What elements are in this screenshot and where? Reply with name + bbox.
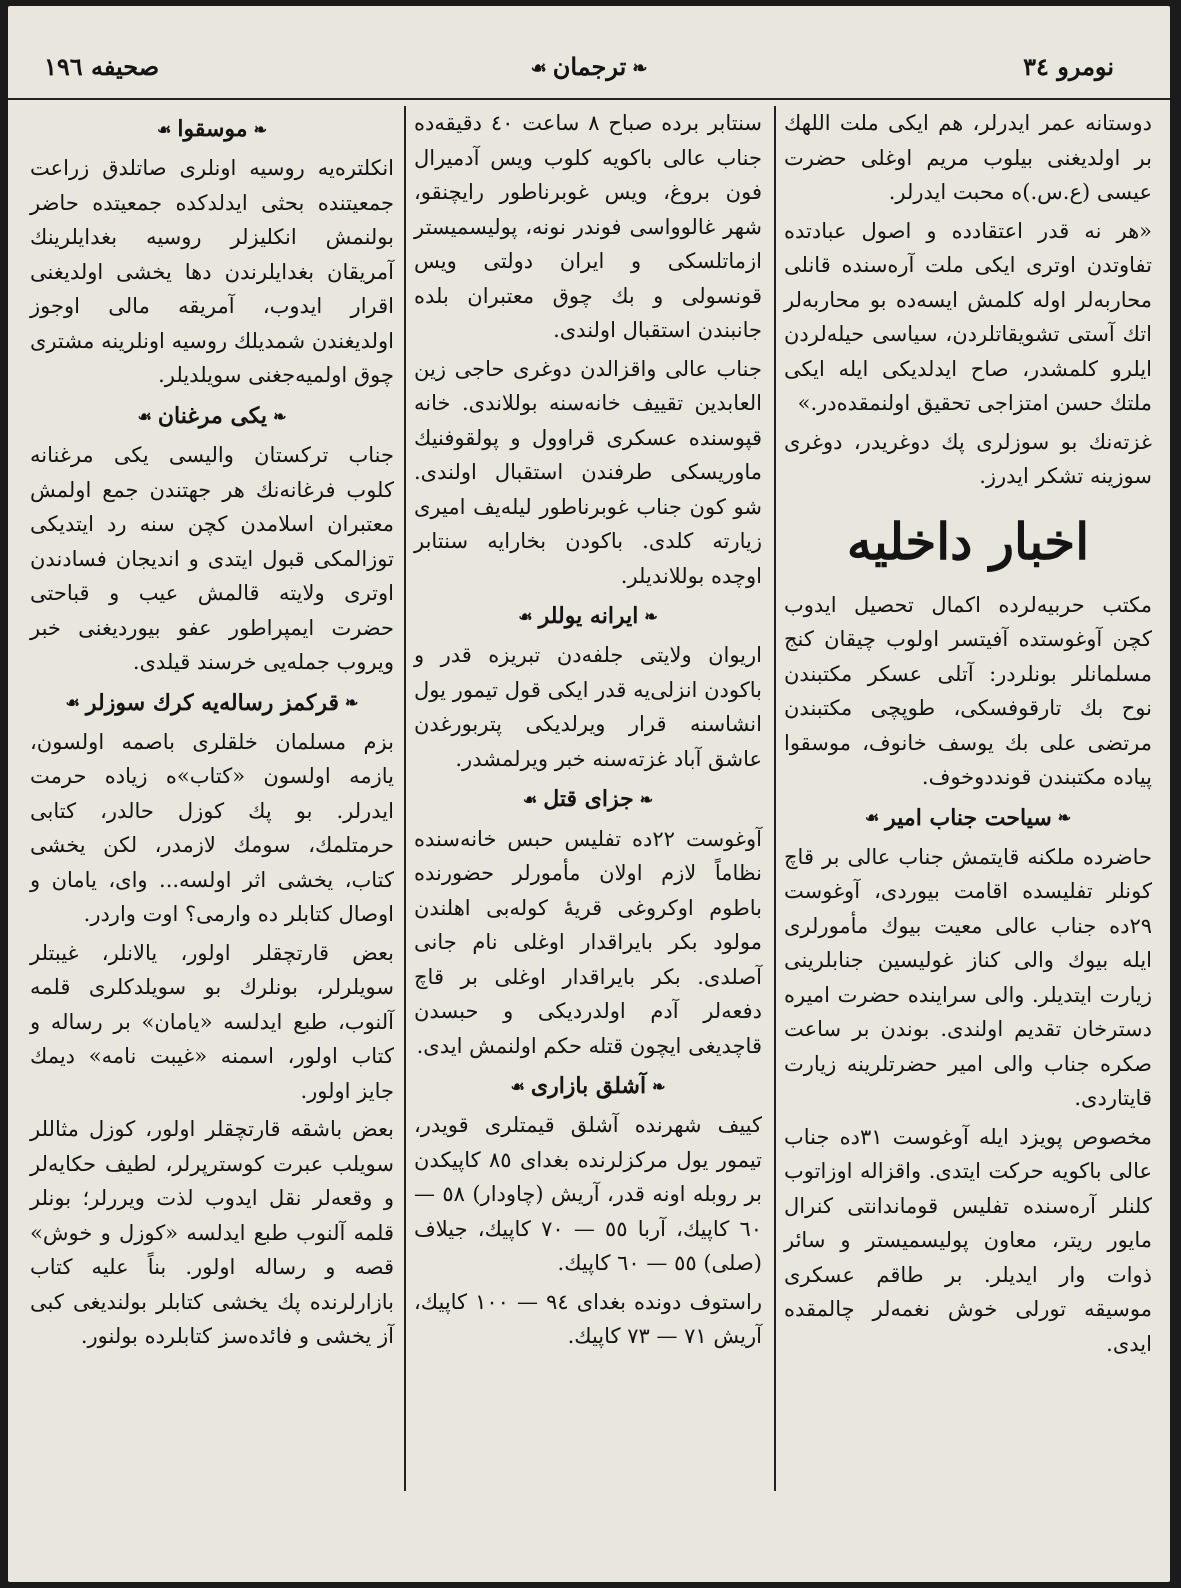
article-paragraph: جناب عالی واقزالدن دوغری حاجی زین العابدین تقییف خانه‌سنه بوللاندی. خانه قپوسنده عسكری قراوول و پولقوفنیك ماوریسكی طرفندن استقبال اولندی. شو كون جناب غوبرناطور لیله‌یف امیری زیارته كلدی. باكودن بخارایه سنتابر اوچده بوللاندیلر. bbox=[414, 356, 762, 588]
masthead bbox=[8, 46, 1170, 100]
ornament-icon: ❧ bbox=[644, 606, 658, 626]
ornament-icon: ☙ bbox=[510, 1076, 525, 1096]
article-paragraph: راستوف دونده بغدای ٩٤ — ١٠٠ كاپیك، آریش ٧١ — ٧٣ كاپیك. bbox=[414, 1289, 762, 1349]
ornament-icon: ☙ bbox=[522, 790, 538, 809]
column-right bbox=[774, 106, 1162, 1506]
ornament-icon: ❧ bbox=[639, 790, 654, 809]
section-heading bbox=[30, 686, 394, 721]
ornament-icon: ☙ bbox=[864, 808, 880, 828]
ornament-icon: ❧ bbox=[632, 58, 648, 79]
ornament-icon: ❧ bbox=[253, 119, 267, 139]
article-paragraph: جناب تركستان والیسی یكی مرغنانه كلوب فرغانه‌نك هر جهتندن جمع اولمش معتبران اسلامدن كچن سنه رد ایتدیكی توزالمكی قبول ایتدی و اندیجان فسادندن اوتری ولایته قالمش عیب و قباحتی حضرت ایمپراطور عفو بیوردیغنی خبر ویروب جمله‌یی خرسند قیلدی. bbox=[30, 443, 394, 674]
article-paragraph: كییف شهرنده آشلق قیمتلری قویدر، تیمور یول مركزلرنده بغدای ٨٥ كاپیكدن بر روبله اونه قدر، آریش (چاودار) ٥٨ — ٦٠ كاپیك، آربا ٥٥ — ٧٠ كاپیك، جیلاف (صلی) ٥٥ — ٦٠ كاپیك. bbox=[414, 1113, 763, 1276]
article-paragraph: بعض باشقه قارتچقلر اولور، كوزل مثاللر سویلب عبرت كوسترپرلر، لطیف حكایه‌لر و وقعه‌لر نقل ایدوب لذت ویررلر؛ بونلر قلمه آلنوب طبع ایدلسه «كوزل و خوش» قصه و رساله اولور. بناً علیه كتاب بازارلرنده پك یخشی كتابلر بولندیغی كبی آز یخشی و فائده‌سز كتابلرده بولنور. bbox=[30, 1117, 394, 1349]
ornament-icon: ☙ bbox=[530, 58, 547, 79]
newspaper-page bbox=[8, 6, 1170, 1582]
article-paragraph: بزم مسلمان خلقلری باصمه اولسون، یازمه اولسون «كتاب»ه زیاده حرمت ایدرلر. بو پك كوزل حالدر، كتابی حرمتلمك، سومك لازمدر، لكن یخشی كتاب، یخشی اثر اولسه... وای، یامان و اوصال كتابلر ده وارمی؟ اوت واردر. bbox=[30, 729, 394, 927]
section-heading bbox=[30, 112, 394, 147]
section-heading bbox=[414, 1069, 762, 1104]
article-paragraph: آوغوست ٢٢ده تفلیس حبس خانه‌سنده نظاماً لازم اولان مأمورلر حضورنده باطوم اوكروغی قریهٔ كوله‌بی اهلندن مولود بكر بایراقدار اوغلی نام جانی آصلدی. بكر بایراقدار اوغلی بر قاچ دفعه‌لر آدم اولدردیكی و حبسدن قاچدیغی ایچون قتله حكم اولنمش ایدی. bbox=[414, 826, 762, 1058]
ornament-icon: ☙ bbox=[137, 406, 152, 426]
heading-text: جزای قتل bbox=[543, 786, 634, 813]
column-middle bbox=[404, 106, 772, 1506]
article-paragraph: انكلتره‌یه روسیه اونلری صاتلدق زراعت جمعیتنده بحثی ایدلدكده جمعیتده حاضر بولنمش انكلیزلر روسیه بغدایلرینك آمریقان بغدایلرندن دها یخشی اولدیغنی اقرار ایدوب، آمریقه مالی اوجوز اولدیغندن شمدیلك روسیه اونلرینه مشتری چوق اولمیه‌جغنی سویلدیلر. bbox=[30, 156, 394, 388]
ornament-icon: ❧ bbox=[652, 1076, 666, 1096]
heading-text: ایرانه یوللر bbox=[538, 603, 639, 629]
article-paragraph: غزته‌نك بو سوزلری پك دوغریدر، دوغری سوزینه تشكر ایدرز. bbox=[784, 429, 1152, 488]
ornament-icon: ☙ bbox=[518, 606, 533, 626]
ornament-icon: ❧ bbox=[273, 406, 287, 426]
heading-text: سیاحت جناب امیر bbox=[885, 804, 1052, 831]
title-text: ترجمان bbox=[552, 52, 627, 81]
section-heading bbox=[784, 801, 1152, 836]
ornament-icon: ☙ bbox=[65, 693, 80, 713]
heading-text: موسقوا bbox=[177, 116, 248, 142]
newspaper-title bbox=[8, 52, 1170, 81]
ornament-icon: ☙ bbox=[157, 119, 172, 139]
ornament-icon: ❧ bbox=[1057, 808, 1072, 828]
article-paragraph: سنتابر برده صباح ٨ ساعت ٤٠ دقیقه‌ده جناب عالی باكویه كلوب ویس آدمیرال فون بروغ، ویس غوبرناطور رایچنقو، شهر غالوواسی فوندر نونه، پولیسمیستر ازماتلسكی و ایران دولتی ویس قونسولی و بك چوق معتبران بلده جانبندن استقبال اولندی. bbox=[414, 111, 763, 342]
section-heading bbox=[414, 782, 762, 817]
article-paragraph: اریوان ولایتی جلفه‌دن تبریزه قدر و باكودن انزلی‌یه قدر ایكی قول تیمور یول انشاسنه قرار ویرلدیكی پتربورغدن عاشق آباد غزته‌سنه خبر ویرلمشدر. bbox=[414, 643, 762, 771]
heading-text: قركمز رساله‌یه كرك سوزلر bbox=[85, 689, 340, 716]
issue-number: نومرو ٣٤ bbox=[1023, 52, 1114, 81]
section-heading bbox=[414, 599, 762, 634]
column-left bbox=[22, 106, 402, 1506]
ornament-icon: ❧ bbox=[345, 693, 359, 713]
section-heading bbox=[30, 399, 394, 434]
section-title-domestic-news: اخبار داخلیه bbox=[846, 511, 1090, 571]
article-paragraph: بعض قارتچقلر اولور، یالانلر، غیبتلر سویلرلر، بونلرك بو سویلدكلری قلمه آلنوب، طبع ایدلسه «یامان» بر رساله و كتاب اولور، اسمنه «غیبت نامه» دیمك جایز اولور. bbox=[30, 940, 394, 1103]
article-paragraph: «هر نه قدر اعتقادده و اصول عبادتده تفاوتدن اوتری ایكی ملت آره‌سنده قانلی محاربه‌لر اوله كلمش ایسه‌ده بو محاربه‌لر اتك آستی تشویقاتلردن، سیاسی حیله‌لردن ایلرو كلمشدر، صاح ایدلدیكی ایله ایكی ملتك حسن امتزاجی تحقیق اولنمقده‌در.» bbox=[784, 218, 1152, 415]
heading-text: آشلق بازاری bbox=[530, 1073, 647, 1099]
article-paragraph: مخصوص پویزد ایله آوغوست ٣١ده جناب عالی باكویه حركت ایتدی. واقزاله اوزاتوب كلنلر آره‌سنده تفلیس قوماندانتی كنرال مایور ریتر، معاون پولیسمیستر و سائر ذوات وار ایدیلر. بر طاقم عسكری موسیقه تورلی خوش نغمه‌لر چالمقده ایدی. bbox=[784, 1124, 1152, 1356]
article-paragraph: دوستانه عمر ایدرلر، هم ایكی ملت اللهك بر اولدیغنی بیلوب مریم اوغلی حضرت عیسی (ع.س.)ه محبت ایدرلر. bbox=[784, 111, 1152, 204]
heading-text: یكی مرغنان bbox=[157, 402, 268, 429]
article-paragraph: حاضرده ملكنه قایتمش جناب عالی بر قاچ كونلر تفلیسده اقامت بیوردی، آوغوست ٢٩ده جناب عالی معیت بیوك مأمورلری ایله بیوك والی كناز غولیسین جنابلرینی زیارت ایتدیلر. والی سراینده حضرت امیره دسترخان تقدیم اولندی. بوندن بر ساعت صكره جناب والی امیر حضرتلرینه زیارت قایتاردی. bbox=[784, 844, 1152, 1111]
article-paragraph: مكتب حربیه‌لرده اكمال تحصیل ایدوب كچن آوغوستده آفیتسر اولوب چیقان كنج مسلمانلر بونلردر: آتلی عسكر مكتبندن نوح بك تارقوفسكی، طوپچی مكتبندن مرتضی علی بك یوسف خانوف، موسقوا پیاده مكتبندن قونددوخوف. bbox=[784, 592, 1152, 789]
page-number: صحيفه ١٩٦ bbox=[44, 52, 160, 81]
